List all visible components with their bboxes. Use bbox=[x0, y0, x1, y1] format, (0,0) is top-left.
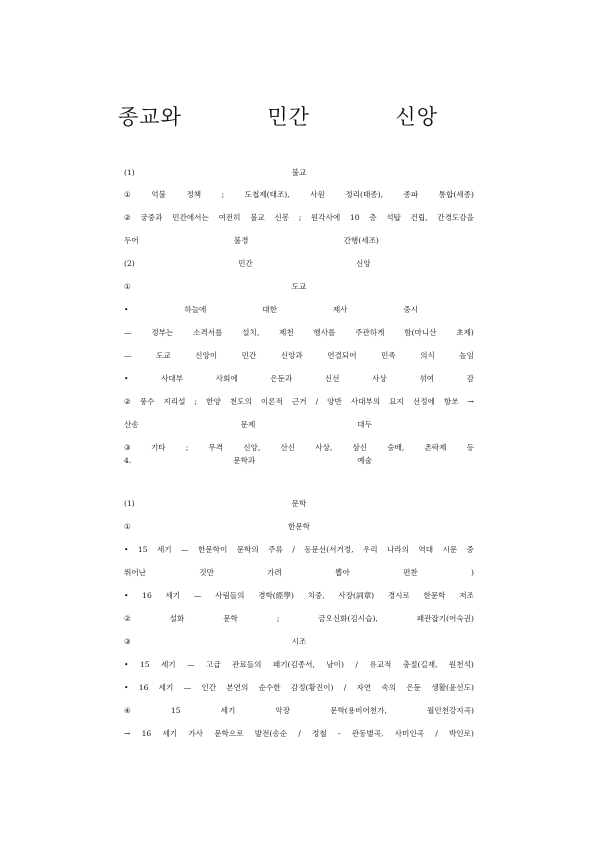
word: 도첩제(태조), bbox=[244, 190, 290, 199]
word: 초제) bbox=[456, 328, 474, 337]
word: 15 bbox=[137, 545, 148, 554]
word: — bbox=[124, 328, 132, 337]
word: 함(마니산 bbox=[404, 328, 437, 337]
word: 원각사에 bbox=[310, 213, 341, 222]
word: - bbox=[337, 729, 341, 738]
word: 민간 bbox=[238, 259, 253, 268]
line-marker: ③ bbox=[124, 637, 131, 646]
text-line bbox=[124, 520, 474, 534]
word: 양반 bbox=[327, 397, 342, 406]
text-line bbox=[124, 612, 474, 626]
title-word-1: 종교와 bbox=[118, 105, 182, 129]
word: 문제 bbox=[240, 420, 256, 429]
word: 은둔 bbox=[406, 683, 422, 692]
word: → bbox=[124, 729, 131, 738]
word: 촌락제 bbox=[424, 443, 447, 452]
word: • bbox=[124, 374, 129, 383]
text-line bbox=[124, 454, 474, 468]
word: ) bbox=[471, 568, 474, 577]
line-marker: ① bbox=[124, 282, 131, 291]
word: 문학으로 bbox=[214, 729, 244, 738]
word: 세기 bbox=[165, 591, 181, 600]
word: 경시로 bbox=[387, 591, 410, 600]
word: 정책 bbox=[186, 190, 202, 199]
word: 선정에 bbox=[412, 397, 435, 406]
word: — bbox=[183, 683, 192, 692]
section-heading: 시조 bbox=[291, 637, 307, 646]
word: 패기(김종서, bbox=[272, 660, 315, 669]
word: 종파 bbox=[403, 190, 419, 199]
word: 순수한 bbox=[258, 683, 281, 692]
word: 신앙 bbox=[356, 259, 371, 268]
text-line bbox=[124, 188, 474, 202]
text-line bbox=[124, 589, 474, 603]
word: 통합(세종) bbox=[438, 190, 474, 199]
page-title bbox=[118, 103, 438, 131]
word: 생활(윤선도) bbox=[431, 683, 474, 692]
word: 무격 bbox=[208, 443, 224, 452]
word: 높임 bbox=[459, 351, 474, 360]
word: 본연의 bbox=[226, 683, 249, 692]
text-line bbox=[124, 166, 474, 180]
word: ④ bbox=[124, 706, 131, 715]
word: 남이) bbox=[326, 660, 344, 669]
text-line bbox=[124, 395, 474, 409]
word: / bbox=[355, 660, 358, 669]
word: 사대부 bbox=[161, 374, 184, 383]
word: 나라의 bbox=[386, 545, 409, 554]
word: 문학의 bbox=[236, 545, 259, 554]
word: / bbox=[292, 545, 295, 554]
word: 뽑아 bbox=[335, 568, 350, 577]
section-heading: 한문학 bbox=[287, 522, 310, 531]
word: 천도의 bbox=[229, 397, 252, 406]
word: 근거 bbox=[291, 397, 307, 406]
word: 인간 bbox=[201, 683, 217, 692]
word: 설치, bbox=[242, 328, 260, 337]
word: 간경도감을 bbox=[437, 213, 474, 222]
word: ② bbox=[124, 213, 131, 222]
word: — bbox=[181, 545, 189, 554]
word: 관료들의 bbox=[232, 660, 262, 669]
word: 4. bbox=[124, 456, 132, 465]
word: 하늘에 bbox=[184, 305, 207, 314]
word: 신앙이 bbox=[195, 351, 218, 360]
word: 정부는 bbox=[151, 328, 174, 337]
word: 시문 bbox=[442, 545, 458, 554]
word: 세기 bbox=[160, 660, 176, 669]
word: 은둔과 bbox=[270, 374, 293, 383]
section-heading: 도교 bbox=[291, 282, 307, 291]
word: 세기 bbox=[162, 729, 178, 738]
text-line bbox=[124, 727, 474, 741]
text-line bbox=[124, 635, 474, 649]
word: • bbox=[124, 683, 129, 692]
word: 월인천강지곡) bbox=[426, 706, 474, 715]
word: 사원 bbox=[310, 190, 325, 199]
word: 대두 bbox=[357, 420, 372, 429]
text-line bbox=[124, 704, 474, 718]
word: 신봉 bbox=[274, 213, 290, 222]
word: (2) bbox=[124, 259, 135, 268]
word: 금오신화(김시습), bbox=[318, 614, 378, 623]
word: 발전(송순 bbox=[254, 729, 288, 738]
text-line bbox=[124, 303, 474, 317]
word: 대한 bbox=[262, 305, 277, 314]
word: 충절(길재, bbox=[402, 660, 438, 669]
word: ② bbox=[124, 397, 131, 406]
word: ; bbox=[185, 443, 189, 452]
word: 동문선(서거정, bbox=[304, 545, 354, 554]
word: → bbox=[467, 397, 474, 406]
word: 이론적 bbox=[260, 397, 283, 406]
word: 신선 bbox=[324, 374, 340, 383]
word: 원천석) bbox=[448, 660, 474, 669]
word: 감 bbox=[466, 374, 474, 383]
word: ; bbox=[194, 397, 198, 406]
word: 주류 bbox=[268, 545, 283, 554]
word: 16 bbox=[138, 683, 149, 692]
word: 뛰어난 bbox=[124, 568, 147, 577]
word: 등 bbox=[466, 443, 474, 452]
word: 10 bbox=[349, 213, 360, 222]
text-line bbox=[124, 658, 474, 672]
word: 궁중과 bbox=[140, 213, 163, 222]
word: 민간 bbox=[241, 351, 257, 360]
word: / bbox=[343, 683, 347, 692]
text-line bbox=[124, 441, 474, 455]
word: 숭배, bbox=[387, 443, 405, 452]
word: 치중, bbox=[307, 591, 325, 600]
word: 저조 bbox=[459, 591, 474, 600]
word: — bbox=[124, 351, 132, 360]
word: 박인로) bbox=[448, 729, 474, 738]
line-marker: (1) bbox=[124, 499, 135, 508]
word: 기타 bbox=[150, 443, 166, 452]
word: 정철 bbox=[312, 729, 327, 738]
word: 사상 bbox=[372, 374, 387, 383]
word: 제천 bbox=[278, 328, 294, 337]
text-line bbox=[124, 280, 474, 294]
word: 문학 bbox=[223, 614, 238, 623]
word: 세기 bbox=[220, 706, 236, 715]
word: 행사를 bbox=[313, 328, 336, 337]
word: 섞여 bbox=[419, 374, 435, 383]
word: 두어 bbox=[124, 236, 139, 245]
word: 16 bbox=[141, 729, 152, 738]
word: 건립, bbox=[410, 213, 428, 222]
word: — bbox=[187, 660, 195, 669]
word: 주관하게 bbox=[355, 328, 385, 337]
title-word-2: 민간 bbox=[267, 105, 310, 129]
word: 16 bbox=[142, 591, 152, 600]
word: ③ bbox=[124, 443, 131, 452]
word: 관동별곡, bbox=[351, 729, 384, 738]
word: 항쏘 bbox=[443, 397, 459, 406]
word: 예술 bbox=[357, 456, 372, 465]
word: 세기 bbox=[158, 683, 174, 692]
word: 역대 bbox=[418, 545, 434, 554]
word: 악장 bbox=[275, 706, 291, 715]
word: 사장(詞章) bbox=[338, 591, 375, 600]
word: 세기 bbox=[156, 545, 172, 554]
word: ; bbox=[221, 190, 225, 199]
word: 층 bbox=[369, 213, 377, 222]
word: 중 bbox=[466, 545, 474, 554]
word: 우리 bbox=[362, 545, 378, 554]
word: ① bbox=[124, 190, 131, 199]
word: 가사 bbox=[188, 729, 203, 738]
word: 한양 bbox=[206, 397, 221, 406]
text-line bbox=[124, 211, 474, 225]
word: ; bbox=[276, 614, 280, 623]
word: ; bbox=[298, 213, 302, 222]
text-line bbox=[124, 418, 474, 432]
text-line bbox=[124, 326, 474, 340]
word: 사미인곡 bbox=[394, 729, 424, 738]
word: 억불 bbox=[151, 190, 166, 199]
word: 지리설 bbox=[163, 397, 186, 406]
section-heading: 불교 bbox=[291, 168, 307, 177]
word: 중시 bbox=[403, 305, 419, 314]
text-line bbox=[124, 372, 474, 386]
line-marker: ① bbox=[124, 522, 131, 531]
word: 15 bbox=[170, 706, 181, 715]
word: 제사 bbox=[332, 305, 348, 314]
word: 산송 bbox=[124, 420, 139, 429]
word: / bbox=[315, 397, 319, 406]
word: 문학과 bbox=[233, 456, 256, 465]
text-line bbox=[124, 566, 474, 580]
word: 의식 bbox=[420, 351, 435, 360]
word: 한문학이 bbox=[197, 545, 228, 554]
word: • bbox=[124, 591, 129, 600]
word: 가려 bbox=[267, 568, 282, 577]
text-line bbox=[124, 234, 474, 248]
word: / bbox=[298, 729, 301, 738]
text-line bbox=[124, 497, 474, 511]
word: 불교 bbox=[250, 213, 265, 222]
word: 사상, bbox=[315, 443, 333, 452]
word: 사림들의 bbox=[215, 591, 245, 600]
text-line bbox=[124, 257, 474, 271]
word: 민간에서는 bbox=[172, 213, 209, 222]
word: 풍수 bbox=[139, 397, 155, 406]
text-line bbox=[124, 349, 474, 363]
word: 석탑 bbox=[386, 213, 401, 222]
word: 사회에 bbox=[215, 374, 238, 383]
word: — bbox=[193, 591, 202, 600]
word: 유교적 bbox=[369, 660, 392, 669]
word: 민족 bbox=[381, 351, 396, 360]
word: 고급 bbox=[206, 660, 221, 669]
title-word-3: 신앙 bbox=[395, 105, 438, 129]
word: • bbox=[124, 545, 129, 554]
word: 정리(태종), bbox=[345, 190, 384, 199]
word: 감정(황진이) bbox=[290, 683, 334, 692]
word: 불경 bbox=[233, 236, 249, 245]
word: 소격서를 bbox=[193, 328, 223, 337]
word: • bbox=[124, 305, 129, 314]
word: 설화 bbox=[169, 614, 185, 623]
word: 삼신 bbox=[352, 443, 368, 452]
line-marker: (1) bbox=[124, 168, 135, 177]
word: 간행(세조) bbox=[343, 236, 379, 245]
word: 산신 bbox=[280, 443, 296, 452]
word: / bbox=[435, 729, 438, 738]
word: 한문학 bbox=[423, 591, 446, 600]
word: 여전히 bbox=[218, 213, 241, 222]
word: 묘지 bbox=[389, 397, 404, 406]
word: 도교 bbox=[156, 351, 171, 360]
word: 경학(經學) bbox=[258, 591, 294, 600]
word: 15 bbox=[139, 660, 150, 669]
word: 신앙과 bbox=[280, 351, 303, 360]
text-line bbox=[124, 543, 474, 557]
word: 사대부의 bbox=[350, 397, 381, 406]
word: 연결되어 bbox=[327, 351, 357, 360]
word: 신앙, bbox=[243, 443, 261, 452]
word: • bbox=[124, 660, 129, 669]
word: 자연 bbox=[356, 683, 372, 692]
section-heading: 문학 bbox=[291, 499, 307, 508]
text-line bbox=[124, 681, 474, 695]
word: 문학(용비어천가, bbox=[330, 706, 387, 715]
word: 편찬 bbox=[403, 568, 418, 577]
word: 것만 bbox=[199, 568, 214, 577]
word: ② bbox=[124, 614, 131, 623]
word: 속의 bbox=[381, 683, 397, 692]
word: 패관잡기(어숙권) bbox=[416, 614, 474, 623]
